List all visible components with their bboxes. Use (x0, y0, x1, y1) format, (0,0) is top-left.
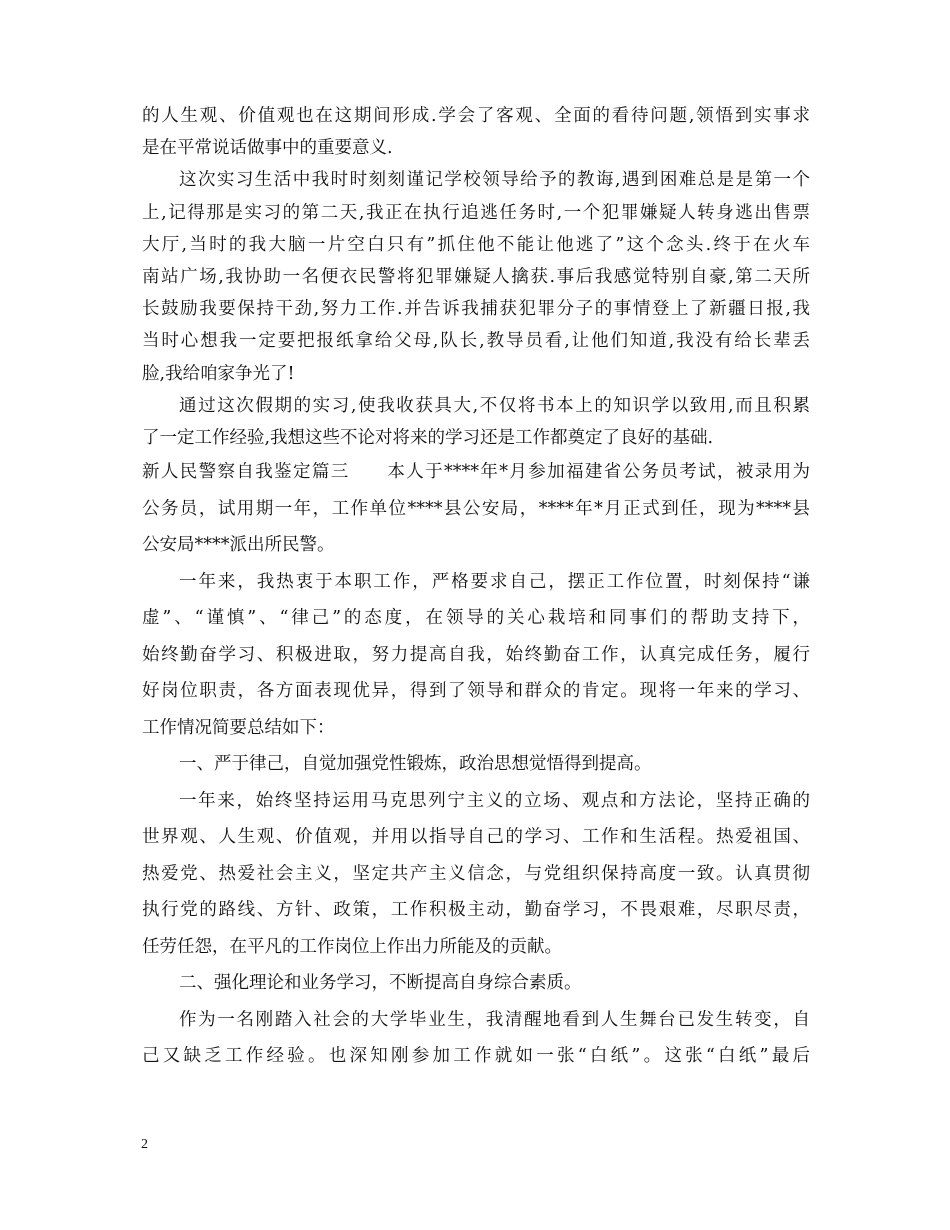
text-line: 任劳任怨，在平凡的工作岗位上作出力所能及的贡献。 (142, 936, 562, 957)
text-line: 了一定工作经验,我想这些不论对将来的学习还是工作都奠定了良好的基础. (142, 427, 714, 448)
text-line: 公安局****派出所民警。 (142, 535, 335, 556)
text-line: 始终勤奋学习、积极进取，努力提高自我，始终勤奋工作，认真完成任务，履行 (142, 644, 810, 665)
text-line: 新人民警察自我鉴定篇三 本人于****年*月参加福建省公务员考试，被录用为 (142, 462, 810, 483)
text-line: 这次实习生活中我时时刻刻谨记学校领导给予的教诲,遇到困难总是是第一个 (179, 170, 810, 191)
text-line: 脸,我给咱家争光了! (142, 363, 295, 384)
text-line: 二、强化理论和业务学习，不断提高自身综合素质。 (179, 973, 582, 994)
text-line: 公务员，试用期一年，工作单位****县公安局，****年*月正式到任，现为****县 (142, 498, 810, 519)
text-line: 长鼓励我要保持干劲,努力工作.并告诉我捕获犯罪分子的事情登上了新疆日报,我 (142, 299, 810, 320)
text-line: 工作情况简要总结如下： (142, 717, 335, 738)
text-line: 世界观、人生观、价值观，并用以指导自己的学习、工作和生活程。热爱祖国、 (142, 827, 810, 848)
text-section-internship (142, 100, 810, 454)
text-line: 当时心想我一定要把报纸拿给父母,队长,教导员看,让他们知道,我没有给长辈丢 (142, 331, 810, 352)
text-section-self-assessment (142, 454, 810, 1075)
text-line: 是在平常说话做事中的重要意义. (142, 138, 393, 159)
text-line: 大厅,当时的我大脑一片空白只有”抓住他不能让他逃了”这个念头.终于在火车 (142, 234, 810, 255)
text-line: 好岗位职责，各方面表现优异，得到了领导和群众的肯定。现将一年来的学习、 (142, 681, 810, 702)
text-line: 己又缺乏工作经验。也深知刚参加工作就如一张“白纸”。这张“白纸”最后 (142, 1046, 810, 1067)
text-line: 上,记得那是实习的第二天,我正在执行追逃任务时,一个犯罪嫌疑人转身逃出售票 (142, 202, 810, 223)
text-line: 热爱党、热爱社会主义，坚定共产主义信念，与党组织保持高度一致。认真贯彻 (142, 863, 810, 884)
text-line: 一年来，我热衷于本职工作，严格要求自己，摆正工作位置，时刻保持“谦 (179, 571, 810, 592)
text-line: 作为一名刚踏入社会的大学毕业生，我清醒地看到人生舞台已发生转变，自 (179, 1009, 810, 1030)
text-line: 一、严于律己，自觉加强党性锻炼，政治思想觉悟得到提高。 (179, 754, 652, 775)
text-line: 南站广场,我协助一名便衣民警将犯罪嫌疑人擒获.事后我感觉特别自豪,第二天所 (142, 266, 810, 287)
text-line: 的人生观、价值观也在这期间形成.学会了客观、全面的看待问题,领悟到实事求 (142, 106, 810, 126)
page-number: 2 (141, 1137, 148, 1152)
text-line: 虚”、“谨慎”、“律己”的态度，在领导的关心栽培和同事们的帮助支持下， (142, 608, 810, 629)
text-line: 一年来，始终坚持运用马克思列宁主义的立场、观点和方法论，坚持正确的 (179, 790, 810, 811)
document-body (142, 100, 810, 1075)
text-line: 执行党的路线、方针、政策，工作积极主动，勤奋学习，不畏艰难，尽职尽责， (142, 900, 810, 921)
text-line: 通过这次假期的实习,使我收获具大,不仅将书本上的知识学以致用,而且积累 (179, 395, 810, 416)
